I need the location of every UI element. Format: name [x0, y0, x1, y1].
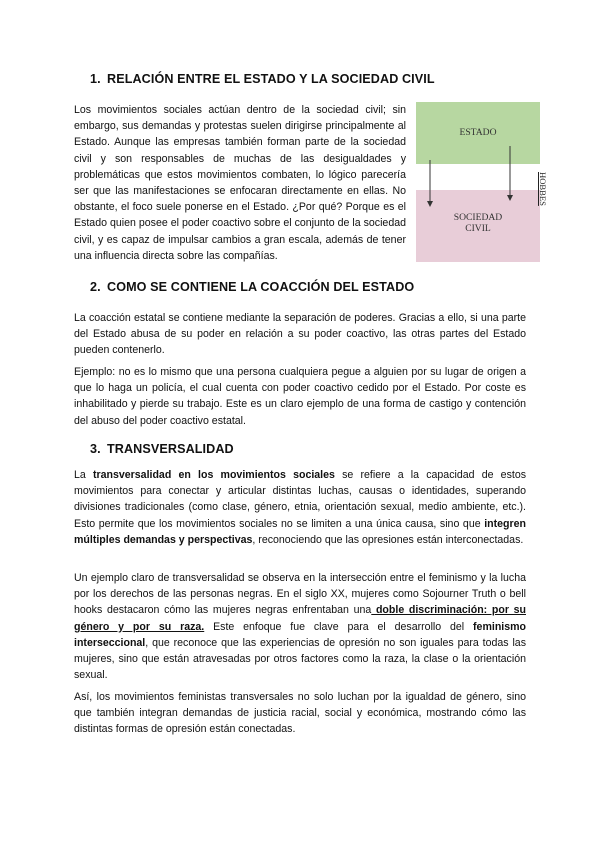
- s3p2-e: , que reconoce que las experiencias de opresión no son iguales para todas las mujeres, sino que están atravesadas por otros factores como la raza, la clase o la orientación sexual.: [74, 636, 526, 682]
- sociedad-label-line1: SOCIEDAD: [453, 212, 503, 223]
- s3p2-bold-feminismo: feminismo interseccional: [74, 620, 527, 649]
- s3p1-e: , reconociendo que las opresiones están interconectadas.: [252, 533, 524, 546]
- s3p1-a: La: [74, 469, 93, 481]
- hobbes-note: HOBBES: [538, 172, 548, 206]
- section-1-number: 1.: [90, 72, 101, 86]
- section-2-title: COMO SE CONTIENE LA COACCIÓN DEL ESTADO: [107, 280, 415, 294]
- section-1-paragraph: Los movimientos sociales actúan dentro de la sociedad civil; sin embargo, sus demandas y protestas suelen dirigirse principalmente al Estado. Aunque las empresas también forman parte de la sociedad civil y son responsables de muchas de las desigualdades y problemáticas que estos movimientos combaten, lo lógico parecería ser que las manifestaciones se enfocaran directamente en ellas. No obstante, el foco suele ponerse en el Estado. ¿Por qué? Porque es el Estado quien posee el poder coactivo sobre el conjunto de la sociedad civil, y es capaz de impulsar cambios a gran escala, además de tener una influencia directa sobre las compañías.: [74, 104, 406, 262]
- section-2-heading: [90, 280, 414, 294]
- section-1-title: RELACIÓN ENTRE EL ESTADO Y LA SOCIEDAD CIVIL: [107, 72, 435, 86]
- section-3-paragraph-1: [74, 467, 526, 548]
- s3p1-bold-integren: integren múltiples demandas y perspectivas: [74, 517, 526, 546]
- diagram-arrows: [416, 102, 540, 262]
- section-3-title: TRANSVERSALIDAD: [107, 442, 234, 456]
- s3p1-c: se refiere a la capacidad de estos movimientos para conectar y articular distintas luchas, causas o identidades, superando divisiones tradicionales (como clase, género, etnia, orientación sexual, medio ambiente, etc.). Esto permite que los movimientos sociales no se limiten a una única causa, sino que: [74, 469, 527, 530]
- section-2-paragraph-1: La coacción estatal se contiene mediante la separación de poderes. Gracias a ello, si una parte del Estado abusa de su poder en relación a su poder coactivo, las otras partes del Estado pueden contenerlo.: [74, 312, 526, 357]
- s3p2-c: Este enfoque fue clave para el desarrollo del: [204, 620, 474, 633]
- section-3-number: 3.: [90, 442, 101, 456]
- s3p2-a: Un ejemplo claro de transversalidad se observa en la intersección entre el feminismo y la lucha por los derechos de las personas negras. En el siglo XX, mujeres como Sojourner Truth o bell hooks destacaron cómo las mujeres negras enfrentaban una: [74, 572, 526, 617]
- s3p1-bold-transversalidad: transversalidad en los movimientos sociales: [92, 469, 335, 481]
- section-2-number: 2.: [90, 280, 101, 294]
- section-1-heading: [90, 72, 435, 86]
- section-3-paragraph-2: [74, 570, 526, 683]
- section-3-heading: [90, 442, 234, 456]
- section-2-paragraph-2: Ejemplo: no es lo mismo que una persona cualquiera pegue a alguien por su lugar de origen a que lo haga un policía, el cual cuenta con poder coactivo cedido por el Estado. Por coste es inhabilitado y pierde su trabajo. Este es un claro ejemplo de una forma de castigo y contención del abuso del poder coactivo estatal.: [74, 366, 526, 427]
- s3p2-doble-discriminacion: doble discriminación: por su género y por su raza.: [74, 604, 526, 633]
- state-society-diagram: [416, 102, 540, 262]
- estado-label: ESTADO: [459, 127, 497, 138]
- sociedad-label-line2: CIVIL: [465, 223, 491, 234]
- section-3-paragraph-3: Así, los movimientos feministas transversales no solo luchan por la igualdad de género, sino que también integran demandas de justicia racial, social y económica, mostrando cómo las distintas formas de opresión están conectadas.: [74, 691, 526, 736]
